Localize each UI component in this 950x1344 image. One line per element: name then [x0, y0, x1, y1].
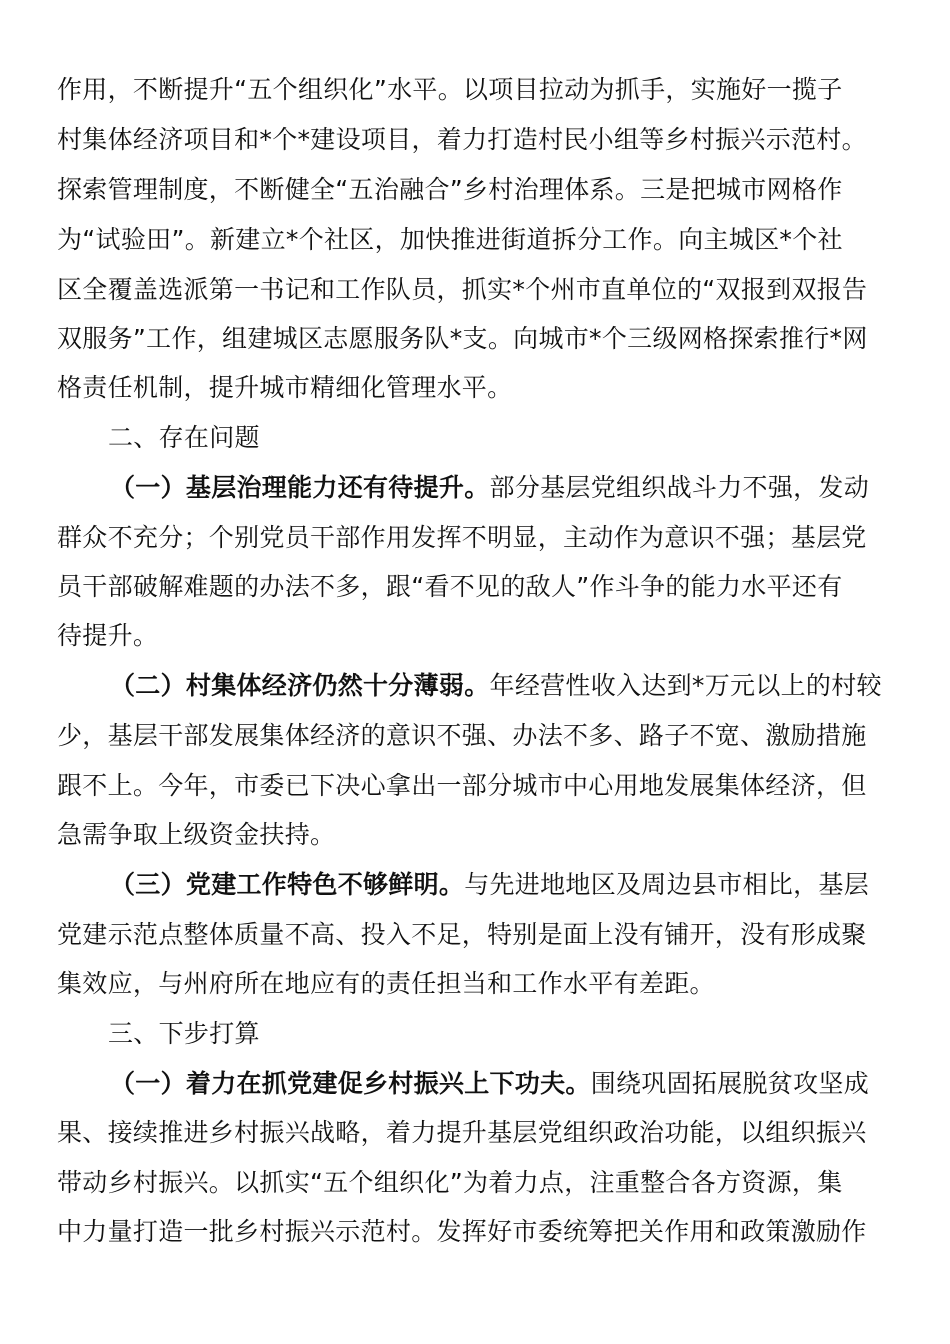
item-bold-title: （一）基层治理能力还有待提升。	[110, 473, 490, 502]
item-first-line	[110, 470, 869, 506]
paragraph-line: 作用，不断提升“五个组织化”水平。以项目拉动为抓手，实施好一揽子	[57, 75, 843, 104]
paragraph-line: 员干部破解难题的办法不多，跟“看不见的敌人”作斗争的能力水平还有	[57, 572, 843, 601]
paragraph-line: 带动乡村振兴。以抓实“五个组织化”为着力点，注重整合各方资源，集	[57, 1168, 843, 1197]
paragraph-line: 区全覆盖选派第一书记和工作队员，抓实*个州市直单位的“双报到双报告	[57, 275, 868, 304]
item-bold-title: （二）村集体经济仍然十分薄弱。	[110, 671, 490, 700]
item-first-line	[110, 668, 882, 704]
item-bold-title: （三）党建工作特色不够鲜明。	[110, 870, 465, 899]
paragraph-line: 急需争取上级资金扶持。	[57, 820, 336, 849]
item-first-line	[110, 1066, 869, 1102]
item-text: 年经营性收入达到*万元以上的村较	[489, 671, 882, 700]
section-heading: 三、下步打算	[108, 1019, 260, 1048]
paragraph-line: 果、接续推进乡村振兴战略，着力提升基层党组织政治功能，以组织振兴	[57, 1118, 867, 1147]
paragraph-line: 群众不充分；个别党员干部作用发挥不明显，主动作为意识不强；基层党	[57, 523, 867, 552]
paragraph-line: 为“试验田”。新建立*个社区，加快推进街道拆分工作。向主城区*个社	[57, 225, 843, 254]
item-text: 围绕巩固拓展脱贫攻坚成	[590, 1069, 870, 1098]
paragraph-line: 探索管理制度，不断健全“五治融合”乡村治理体系。三是把城市网格作	[57, 175, 843, 204]
paragraph-line: 格责任机制，提升城市精细化管理水平。	[57, 373, 513, 402]
paragraph-line: 中力量打造一批乡村振兴示范村。发挥好市委统筹把关作用和政策激励作	[57, 1217, 867, 1246]
item-bold-title: （一）着力在抓党建促乡村振兴上下功夫。	[110, 1069, 591, 1098]
item-first-line	[110, 867, 869, 903]
paragraph-line: 跟不上。今年，市委已下决心拿出一部分城市中心用地发展集体经济，但	[57, 771, 867, 800]
section-heading: 二、存在问题	[108, 423, 260, 452]
paragraph-line: 村集体经济项目和*个*建设项目，着力打造村民小组等乡村振兴示范村。	[57, 125, 867, 154]
paragraph-line: 待提升。	[57, 621, 159, 650]
paragraph-line: 少，基层干部发展集体经济的意识不强、办法不多、路子不宽、激励措施	[57, 721, 867, 750]
item-text: 部分基层党组织战斗力不强，发动	[489, 473, 870, 502]
item-text: 与先进地地区及周边县市相比，基层	[464, 870, 870, 899]
paragraph-line: 党建示范点整体质量不高、投入不足，特别是面上没有铺开，没有形成聚	[57, 920, 867, 949]
paragraph-line: 双服务”工作，组建城区志愿服务队*支。向城市*个三级网格探索推行*网	[57, 324, 868, 353]
paragraph-line: 集效应，与州府所在地应有的责任担当和工作水平有差距。	[57, 969, 715, 998]
